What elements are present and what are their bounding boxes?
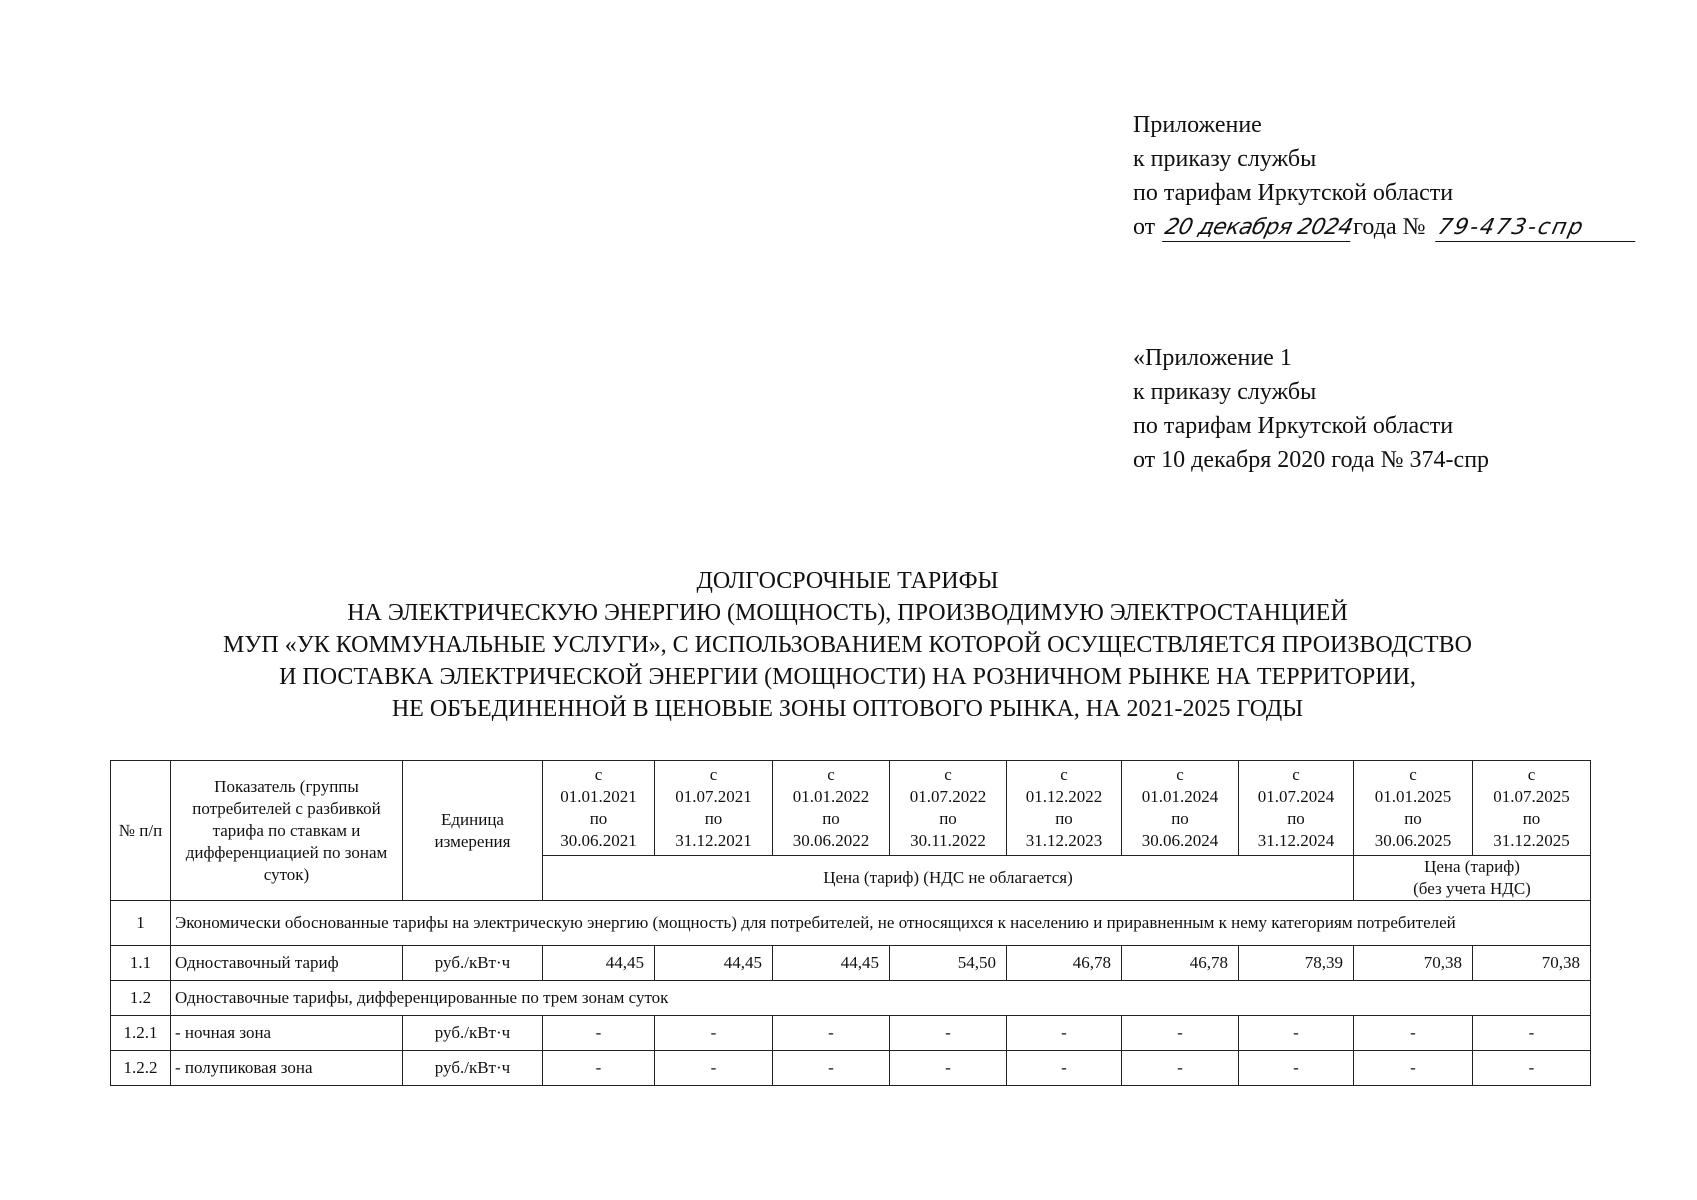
row-value: - <box>1473 1016 1591 1051</box>
table-row <box>111 1051 1591 1086</box>
appendix-line: по тарифам Иркутской области <box>1133 413 1454 439</box>
header-period: с 01.07.2021 по 31.12.2021 <box>655 761 773 856</box>
row-value: - <box>1354 1016 1473 1051</box>
row-value: - <box>1007 1051 1122 1086</box>
header-price-vat-exempt: Цена (тариф) (НДС не облагается) <box>543 856 1354 901</box>
table-row <box>111 901 1591 946</box>
appendix-line: от 10 декабря 2020 года № 374-спр <box>1133 447 1490 473</box>
handwritten-order-number: 79-473-спр <box>1435 215 1641 242</box>
header-period: с 01.01.2022 по 30.06.2022 <box>773 761 890 856</box>
header-unit: Единица измерения <box>403 761 543 901</box>
year-word: года № <box>1353 214 1426 240</box>
row-num: 1.2.2 <box>111 1051 171 1086</box>
row-value: - <box>1354 1051 1473 1086</box>
tariff-table <box>110 760 1591 1086</box>
appendix-line: Приложение <box>1133 112 1262 138</box>
title-line: НЕ ОБЪЕДИНЕННОЙ В ЦЕНОВЫЕ ЗОНЫ ОПТОВОГО РЫНКА, НА 2021-2025 ГОДЫ <box>391 696 1304 722</box>
row-value: - <box>1239 1016 1354 1051</box>
row-value: - <box>890 1051 1007 1086</box>
header-price-no-vat: Цена (тариф) (без учета НДС) <box>1354 856 1591 901</box>
row-value: - <box>655 1051 773 1086</box>
table-row <box>111 946 1591 981</box>
row-value: 70,38 <box>1473 946 1591 981</box>
row-value: 70,38 <box>1354 946 1473 981</box>
header-indicator: Показатель (группы потребителей с разбивкой тарифа по ставкам и дифференциацией по зонам суток) <box>171 761 403 901</box>
header-num: № п/п <box>111 761 171 901</box>
row-value: 78,39 <box>1239 946 1354 981</box>
row-value: - <box>1122 1051 1239 1086</box>
row-unit: руб./кВт·ч <box>403 1051 543 1086</box>
row-value: - <box>1473 1051 1591 1086</box>
row-name: - полупиковая зона <box>171 1051 403 1086</box>
header-period: с 01.07.2024 по 31.12.2024 <box>1239 761 1354 856</box>
title-line: И ПОСТАВКА ЭЛЕКТРИЧЕСКОЙ ЭНЕРГИИ (МОЩНОСТИ) НА РОЗНИЧНОМ РЫНКЕ НА ТЕРРИТОРИИ, <box>279 664 1416 690</box>
row-num: 1 <box>111 901 171 946</box>
row-value: - <box>1239 1051 1354 1086</box>
header-period: с 01.07.2022 по 30.11.2022 <box>890 761 1007 856</box>
title-line: ДОЛГОСРОЧНЫЕ ТАРИФЫ <box>696 568 999 594</box>
row-name: - ночная зона <box>171 1016 403 1051</box>
row-value: - <box>773 1016 890 1051</box>
appendix-line: «Приложение 1 <box>1133 345 1292 371</box>
appendix-order-ref <box>1133 210 1638 244</box>
table-row <box>111 981 1591 1016</box>
row-value: - <box>543 1051 655 1086</box>
row-value: - <box>1122 1016 1239 1051</box>
table-row <box>111 1016 1591 1051</box>
appendix-line: по тарифам Иркутской области <box>1133 180 1454 206</box>
row-value: - <box>773 1051 890 1086</box>
appendix-line: к приказу службы <box>1133 146 1317 172</box>
appendix-current-order <box>1133 108 1638 244</box>
row-value: - <box>543 1016 655 1051</box>
row-name: Одноставочный тариф <box>171 946 403 981</box>
row-value: 44,45 <box>773 946 890 981</box>
section-title: Экономически обоснованные тарифы на электрическую энергию (мощность) для потребителей, не относящихся к населению и приравненным к нему категориям потребителей <box>171 901 1591 946</box>
row-value: - <box>655 1016 773 1051</box>
header-period: с 01.01.2024 по 30.06.2024 <box>1122 761 1239 856</box>
row-value: 44,45 <box>543 946 655 981</box>
row-value: - <box>890 1016 1007 1051</box>
row-value: - <box>1007 1016 1122 1051</box>
row-value: 54,50 <box>890 946 1007 981</box>
row-value: 46,78 <box>1007 946 1122 981</box>
appendix-original-order <box>1133 341 1489 477</box>
header-period: с 01.07.2025 по 31.12.2025 <box>1473 761 1591 856</box>
row-unit: руб./кВт·ч <box>403 1016 543 1051</box>
appendix-line: к приказу службы <box>1133 379 1317 405</box>
row-num: 1.1 <box>111 946 171 981</box>
header-period: с 01.12.2022 по 31.12.2023 <box>1007 761 1122 856</box>
row-num: 1.2.1 <box>111 1016 171 1051</box>
header-period: с 01.01.2021 по 30.06.2021 <box>543 761 655 856</box>
title-line: МУП «УК КОММУНАЛЬНЫЕ УСЛУГИ», С ИСПОЛЬЗОВАНИЕМ КОТОРОЙ ОСУЩЕСТВЛЯЕТСЯ ПРОИЗВОДСТВО <box>223 632 1472 658</box>
table-header-row <box>111 761 1591 856</box>
row-value: 46,78 <box>1122 946 1239 981</box>
from-prefix: от <box>1133 214 1156 240</box>
header-period: с 01.01.2025 по 30.06.2025 <box>1354 761 1473 856</box>
row-unit: руб./кВт·ч <box>403 946 543 981</box>
document-title <box>90 565 1605 725</box>
row-num: 1.2 <box>111 981 171 1016</box>
row-value: 44,45 <box>655 946 773 981</box>
title-line: НА ЭЛЕКТРИЧЕСКУЮ ЭНЕРГИЮ (МОЩНОСТЬ), ПРОИЗВОДИМУЮ ЭЛЕКТРОСТАНЦИЕЙ <box>347 600 1348 626</box>
section-title: Одноставочные тарифы, дифференцированные по трем зонам суток <box>171 981 1591 1016</box>
handwritten-date: 20 декабря 2024 <box>1162 215 1355 240</box>
